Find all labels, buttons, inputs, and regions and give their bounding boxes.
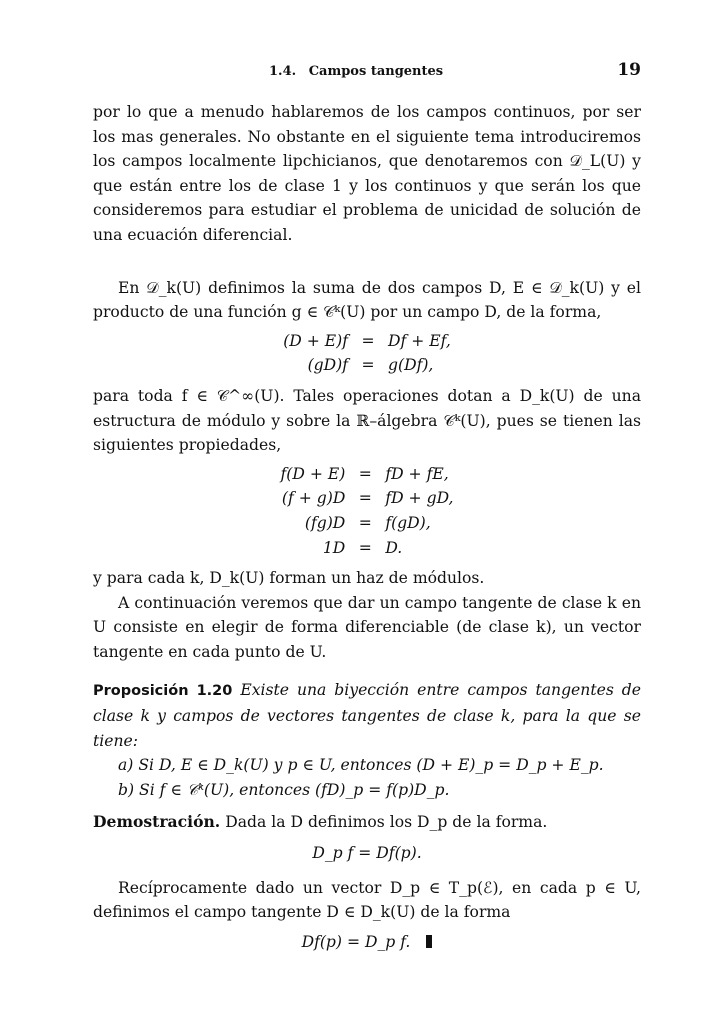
- eq-rel: =: [358, 538, 372, 557]
- eq-rhs: g(Df),: [388, 356, 434, 375]
- proposition: [93, 678, 641, 753]
- final-equation-line: [93, 933, 641, 951]
- eq-rhs: fD + gD,: [385, 489, 454, 508]
- eq-rhs: f(gD),: [385, 513, 431, 532]
- eq-rhs: D.: [385, 538, 403, 557]
- equation-block-2: [93, 462, 641, 560]
- section-heading: [269, 64, 443, 79]
- eq-rel: =: [358, 489, 372, 508]
- eq-rhs: Df + Ef,: [388, 331, 451, 350]
- section-number: 1.4.: [269, 64, 297, 79]
- qed-mark: [426, 935, 432, 948]
- eq-rel: =: [358, 464, 372, 483]
- paragraph-2: En 𝒟_k(U) definimos la suma de dos campos D, E ∈ 𝒟_k(U) y el producto de una función g ∈ 𝒞ᵏ(U) por un campo D, de la forma,: [93, 278, 641, 322]
- paragraph-1: por lo que a menudo hablaremos de los campos continuos, por ser los mas generales. No obstante en el siguiente tema introduciremos los campos localmente lipchicianos, que denotaremos con 𝒟_L(U) y que están entre los de clase 1 y los continuos y que serán los que consideremos para estudiar el problema de unicidad de solución de una ecuación diferencial.: [93, 103, 641, 244]
- eq-lhs: f(D + E): [280, 464, 346, 483]
- proposition-item-a: a) Si D, E ∈ D_k(U) y p ∈ U, entonces (D + E)_p = D_p + E_p.: [118, 756, 604, 775]
- paragraph-4: y para cada k, D_k(U) forman un haz de módulos.: [93, 569, 485, 588]
- eq-lhs: (fg)D: [304, 513, 346, 532]
- proof-equation: D_p f = Df(p).: [312, 844, 422, 863]
- eq-lhs: 1D: [322, 538, 346, 557]
- section-title: Campos tangentes: [308, 64, 444, 79]
- eq-lhs: (D + E)f: [283, 331, 348, 350]
- eq-lhs: (gD)f: [307, 356, 348, 375]
- eq-rel: =: [361, 356, 375, 375]
- proof: [93, 810, 641, 835]
- final-equation: Df(p) = D_p f.: [301, 932, 411, 951]
- proposition-item-b: b) Si f ∈ 𝒞ᵏ(U), entonces (fD)_p = f(p)D_p.: [118, 780, 450, 799]
- page-number: 19: [617, 60, 641, 80]
- eq-lhs: (f + g)D: [281, 489, 346, 508]
- proof-label: Demostración.: [93, 812, 221, 832]
- equation-block-1: [93, 329, 641, 378]
- paragraph-5: A continuación veremos que dar un campo tangente de clase k en U consiste en elegir de forma diferenciable (de clase k), un vector tangente en cada punto de U.: [93, 593, 641, 661]
- proposition-label: Proposición 1.20: [93, 683, 233, 700]
- page: [93, 56, 641, 951]
- paragraph-3: para toda f ∈ 𝒞^∞(U). Tales operaciones dotan a D_k(U) de una estructura de módulo y sobre la ℝ–álgebra 𝒞ᵏ(U), pues se tienen las siguientes propiedades,: [93, 386, 641, 455]
- eq-rhs: fD + fE,: [385, 464, 449, 483]
- proposition-statement: Existe una biyección entre campos tangentes de clase k y campos de vectores tangentes de clase k, para la que se tiene:: [93, 681, 641, 750]
- eq-rel: =: [361, 331, 375, 350]
- eq-rel: =: [358, 513, 372, 532]
- running-header: [93, 56, 641, 86]
- proof-text: Dada la D definimos los D_p de la forma.: [225, 813, 548, 832]
- proof-paragraph: Recíprocamente dado un vector D_p ∈ T_p(ℰ), en cada p ∈ U, definimos el campo tangente D ∈ D_k(U) de la forma: [93, 878, 641, 922]
